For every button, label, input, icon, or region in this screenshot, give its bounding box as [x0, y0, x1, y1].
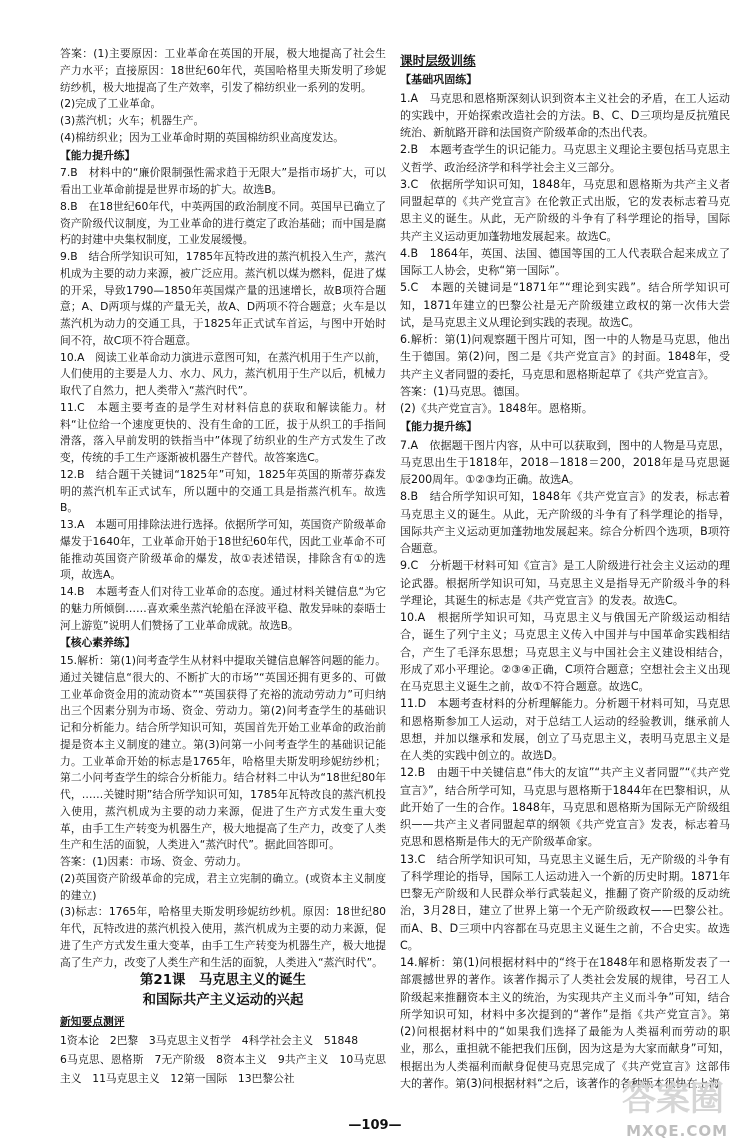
paragraph: (2)完成了工业革命。	[60, 97, 162, 111]
watermark-text: MXQE.COM	[626, 1121, 728, 1140]
paragraph: 9.C 分析题干材料可知《宣言》是工人阶级进行社会主义运动的理论武器。根据所学知识可知，马克思主义是指导无产阶级斗争的科学理论，其诞生的标志是《共产党宣言》的发表。故选C。	[400, 559, 730, 607]
training-title: 课时层级训练	[400, 53, 476, 68]
paragraph: 10.A 阅读工业革命动力演进示意图可知，在蒸汽机用于生产以前，人们使用的主要是人力、水力、风力，蒸汽机用于生产以后，机械力取代了自然力，把人类带入“蒸汽时代”。	[60, 350, 386, 397]
paragraph: (3)蒸汽机；火车；机器生产。	[60, 114, 205, 127]
paragraph: 答案：(1)主要原因：工业革命在英国的开展，极大地提高了社会生产力水平；直接原因：18世纪60年代，英国哈格里夫斯发明了珍妮纺纱机，极大地提高了生产效率，引发了棉纺织业一系列的发明。	[60, 47, 386, 94]
basic-answers	[400, 90, 730, 418]
paragraph: (2)英国资产阶级革命的完成，君主立宪制的确立。(或资本主义制度的建立)	[60, 871, 386, 902]
paragraph: 7.A 依据题干图片内容，从中可以获取到，图中的人物是马克思，马克思出生于1818年，2018－1818＝200，2018年是马克思诞辰200周年。①②③均正确。故选A。	[400, 438, 730, 486]
paragraph: 14.解析：第(1)问根据材料中的“终于在1848年和恩格斯发表了一部震撼世界的著作。该著作揭示了人类社会发展的规律，号召工人阶级起来推翻资本主义的统治，为实现共产主义而斗争”可知，结合所学知识可知，材料中多次提到的“著作”是指《共产党宣言》。第(2)问根据材料中的“如果我们选择了最能为人类福利而劳动的职业，那么，重担就不能把我们压倒，因为这是为大家而献身”可知，根据出为人类福利而献身促使马克思完成了《共产党宣言》这部伟大的著作。第(3)问根据材料“之后，该著作的各种版本很快在上海	[400, 956, 730, 1090]
ability-answers	[60, 165, 386, 634]
paragraph: 1资本论 2巴黎 3马克思主义哲学 4科学社会主义 51848	[60, 1034, 359, 1047]
right-column	[400, 52, 730, 1092]
paragraph: 14.B 本题考查人们对待工业革命的态度。通过材料关键信息“为它的魅力所倾倒……喜欢乘坐蒸汽轮船在泽波平稳、散发异味的泰晤士河上游览”说明人们赞扬了工业革命成就。故选B。	[60, 585, 386, 632]
paragraph: 8.B 在18世纪60年代，中英两国的政治制度不同。英国早已确立了资产阶级代议制度，为工业革命的进行奠定了政治基础；而中国是腐朽的封建中央集权制度，工业发展缓慢。	[60, 199, 386, 247]
paragraph: 4.B 1864年，英国、法国、德国等国的工人代表联合起来成立了国际工人协会，史称“第一国际”。	[400, 246, 730, 277]
paragraph: 1.A 马克思和恩格斯深刻认识到资本主义社会的矛盾，在工人运动的实践中，开始探索改造社会的方法。B、C、D三项均是反抗殖民统治、新航路开辟和法国资产阶级革命的杰出代表。	[400, 91, 730, 139]
xinzhi-heading	[60, 1014, 386, 1031]
left-column	[60, 46, 386, 1088]
paragraph: 12.B 由题干中关键信息“伟大的友谊”“共产主义者同盟”“《共产党宣言》”，结合所学可知，马克思与恩格斯于1844年在巴黎相识，从此开始了一生的合作。1848年，马克思和恩格斯为国际无产阶级组织——共产主义者同盟起草的纲领《共产党宣言》发表，标志着马克思和恩格斯是伟大的无产阶级革命家。	[400, 766, 730, 849]
section-heading-ability: 【能力提升练】	[60, 148, 136, 162]
paragraph: 8.B 结合所学知识可知，1848年《共产党宣言》的发表，标志着马克思主义的诞生。从此，无产阶级的斗争有了科学理论的指导，国际共产主义运动更加蓬勃地发展起来。综合分析四个选项，B项符合题意。	[400, 490, 730, 555]
paragraph: 9.B 结合所学知识可知，1785年瓦特改进的蒸汽机投入生产，蒸汽机成为主要的动力来源，被广泛应用。蒸汽机以煤为燃料，促进了煤的开采，导致1790—1850年英国煤产量的迅速增长，故B项符合题意；A、D两项与煤的产量无关，故A、D两项不符合题意；火车是以蒸汽机为动力的交通工具，于1825年正式试车首运，与图中开始时间不符，故C项不符合题意。	[60, 250, 386, 347]
ability-answers-right	[400, 437, 730, 1093]
paragraph: 13.A 本题可用排除法进行选择。依据所学可知，英国资产阶级革命爆发于1640年，工业革命开始于18世纪60年代，因此工业革命不可能推动英国资产阶级革命的爆发，故①表述错误，排除含有①的选项，故选A。	[60, 518, 386, 582]
core-answers	[60, 653, 386, 971]
xinzhi-answers	[60, 1031, 386, 1088]
section-heading-basic: 【基础巩固练】	[400, 73, 478, 87]
paragraph: 11.D 本题考查材料的分析理解能力。分析题干材料可知，马克思和恩格斯参加工人运动，对于总结工人运动的经验教训，继承前人思想，并加以继承和发展，创立了马克思主义，表明马克思主义是在人类的实践中创立的。故选D。	[400, 697, 730, 762]
paragraph: (4)棉纺织业；因为工业革命时期的英国棉纺织业高度发达。	[60, 130, 344, 144]
paragraph: 2.B 本题考查学生的识记能力。马克思主义理论主要包括马克思主义哲学、政治经济学和科学社会主义三部分。	[400, 143, 730, 174]
paragraph: 12.B 结合题干关键词“1825年”可知，1825年英国的斯蒂芬森发明的蒸汽机车正式试车，所以题中的交通工具是指蒸汽机车。故选B。	[60, 467, 386, 515]
watermark-logo: 答案圈	[622, 1079, 724, 1119]
paragraph: 11.C 本题主要考查的是学生对材料信息的获取和解读能力。材料“让位给一个速度更快的、没有生命的工匠，拔于从织工的手指间滑落，落入早前发明的铁指当中”体现了纺织业的生产方式发生了改变，传统的手工生产逐渐被机器生产替代。故答案选C。	[60, 400, 386, 464]
paragraph: 答案：(1)马克思。德国。	[400, 384, 527, 398]
paragraph: 7.B 材料中的“廉价限制强性需求趋于无限大”是指市场扩大，可以看出工业革命前提是世界市场的扩大。故选B。	[60, 166, 386, 196]
xinzhi-title: 新知要点测评	[60, 1015, 125, 1029]
paragraph: 15.解析：第(1)问考查学生从材料中提取关键信息解答问题的能力。通过关键信息“很大的、不断扩大的市场”“英国还拥有更多的、可做工业革命资金用的流动资本”“英国获得了充裕的流动劳动力”可归纳出三个因素分别为市场、资金、劳动力。第(2)问考查学生的基础识记和分析能力。结合所学知识可知，英国首先开始工业革命的政治前提是资本主义制度的建立。第(3)问第一小问考查学生的基础识记能力。工业革命开始的标志是1765年，哈格里夫斯发明珍妮纺纱机；第二小问考查学生的综合分析能力。结合材料二中认为“18世纪80年代，……关键时期”结合所学知识可知，1785年瓦特改良的蒸汽机投入使用，蒸汽机成为主要的动力来源，促进了生产方式发生重大变革，由手工生产转变为机器生产，极大地提高了生产力，改变了人类生产和生活的面貌，人类进入“蒸汽时代”。据此回答即可。	[60, 654, 386, 852]
section-heading-ability-right: 【能力提升练】	[400, 420, 478, 434]
paragraph: 答案：(1)因素：市场、资金、劳动力。	[60, 855, 248, 868]
paragraph: 10.A 根据所学知识可知，马克思主义与俄国无产阶级运动相结合，诞生了列宁主义；马克思主义传入中国并与中国革命实践相结合，产生了毛泽东思想；马克思主义与中国社会主义建设相结合，形成了邓小平理论。②③④正确，C项符合题意；空想社会主义出现在马克思主义诞生之前，故①不符合题意。故选C。	[400, 611, 730, 693]
lesson-title-line-2: 和国际共产主义运动的兴起	[142, 993, 304, 1009]
paragraph: 6.解析：第(1)问观察题干图片可知，图一中的人物是马克思，他出生于德国。第(2)问，图二是《共产党宣言》的封面。1848年，受共产主义者同盟的委托，马克思和恩格斯起草了《共产党宣言》。	[400, 333, 730, 381]
lesson-title-line-1: 第21课 马克思主义的诞生	[140, 973, 306, 989]
page-number: —109—	[348, 1118, 402, 1133]
paragraph: 5.C 本题的关键词是“1871年”“理论到实践”。结合所学知识可知，1871年建立的巴黎公社是无产阶级建立政权的第一次伟大尝试，是马克思主义从理论到实践的表现。故选C。	[400, 281, 730, 329]
paragraph: 3.C 依据所学知识可知，1848年，马克思和恩格斯为共产主义者同盟起草的《共产党宣言》在伦敦正式出版，它的发表标志着马克思主义的诞生。从此，无产阶级的斗争有了科学理论的指导，国际共产主义运动更加蓬勃地发展起来。故选C。	[400, 177, 730, 243]
section-heading-core: 【核心素养练】	[60, 636, 136, 650]
intro-answers	[60, 46, 386, 147]
lesson-title	[60, 971, 386, 1011]
watermark	[574, 1080, 734, 1140]
paragraph: (2)《共产党宣言》。1848年。恩格斯。	[400, 402, 593, 415]
paragraph: 6马克思、恩格斯 7无产阶级 8资本主义 9共产主义 10马克思主义 11马克思主义 12第一国际 13巴黎公社	[60, 1053, 386, 1085]
paragraph: (3)标志：1765年，哈格里夫斯发明珍妮纺纱机。原因：18世纪80年代，瓦特改进的蒸汽机投入使用，蒸汽机成为主要的动力来源，促进了生产方式发生重大变革，由手工生产转变为机器生产，极大地提高了生产力，改变了人类生产和生活的面貌，人类进入“蒸汽时代”。	[60, 905, 386, 969]
paragraph: 13.C 结合所学知识可知，马克思主义诞生后，无产阶级的斗争有了科学理论的指导，国际工人运动进入一个新的历史时期。1871年巴黎无产阶级和人民群众举行武装起义，推翻了资产阶级的反动统治，3月28日，建立了世界上第一个无产阶级政权——巴黎公社。而A、B、D三项中内容都在马克思主义诞生之前，不合史实。故选C。	[400, 852, 730, 952]
